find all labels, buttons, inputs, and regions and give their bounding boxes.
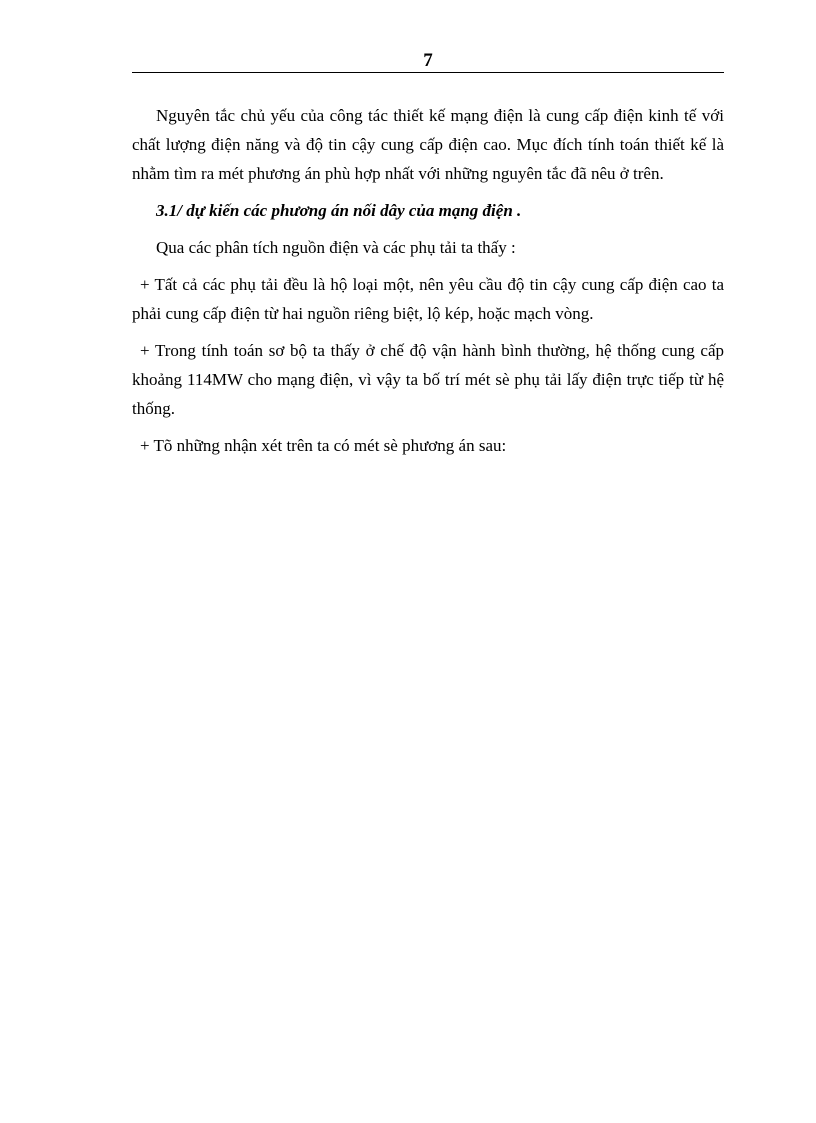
bullet-item: + Trong tính toán sơ bộ ta thấy ở chế độ vận hành bình thường, hệ thống cung cấp khoảng 114MW cho mạng điện, vì vậy ta bố trí mét sè phụ tải lấy điện trực tiếp từ hệ thống. [132, 341, 724, 418]
header-rule [132, 72, 724, 73]
page-number: 7 [423, 50, 433, 71]
bullet-item: + Tõ những nhận xét trên ta có mét sè phương án sau: [140, 436, 507, 455]
body-text [132, 101, 724, 468]
paragraph-intro: Nguyên tắc chủ yếu của công tác thiết kế mạng điện là cung cấp điện kinh tế với chất lượng điện năng và độ tin cậy cung cấp điện cao. Mục đích tính toán thiết kế là nhằm tìm ra mét phương án phù hợp nhất với những nguyên tắc đã nêu ở trên. [132, 106, 724, 183]
section-heading: 3.1/ dự kiến các phương án nối dây của mạng điện . [156, 201, 522, 220]
paragraph-analysis: Qua các phân tích nguồn điện và các phụ tải ta thấy : [156, 238, 516, 257]
bullet-item: + Tất cả các phụ tải đều là hộ loại một, nên yêu cầu độ tin cậy cung cấp điện cao ta phải cung cấp điện từ hai nguồn riêng biệt, lộ kép, hoặc mạch vòng. [132, 275, 724, 323]
